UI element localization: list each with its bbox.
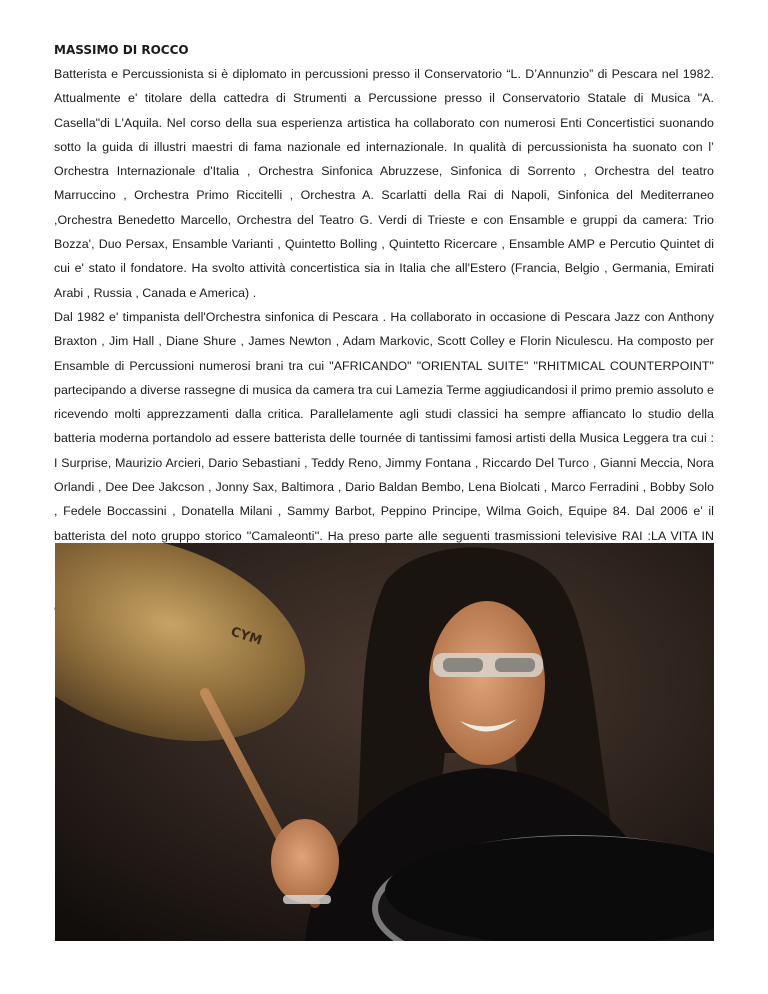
portrait-photo bbox=[55, 543, 714, 941]
document-body bbox=[54, 38, 714, 621]
biography-paragraph-1: Batterista e Percussionista si è diplomato in percussioni presso il Conservatorio “L. D’Annunzio” di Pescara nel 1982. Attualmente e' titolare della cattedra di Strumenti a Percussione presso il Conservatorio Statale di Musica "A. Casella"di L'Aquila. Nel corso della sua esperienza artistica ha collaborato con numerosi Enti Concertistici suonando sotto la guida di illustri maestri di fama nazionale ed internazionale. In qualità di percussionista ha suonato con l’ Orchestra Internazionale d'Italia , Orchestra Sinfonica Abruzzese, Sinfonica di Sorrento , Orchestra del teatro Marruccino , Orchestra Primo Riccitelli , Orchestra A. Scarlatti della Rai di Napoli, Sinfonica del Mediterraneo ,Orchestra Benedetto Marcello, Orchestra del Teatro G. Verdi di Trieste e con Ensamble e gruppi da camera: Trio Bozza', Duo Persax, Ensamble Varianti , Quintetto Bolling , Quintetto Ricercare , Ensamble AMP e Percutio Quintet di cui e' stato il fondatore. Ha svolto attività concertistica sia in Italia che all'Estero (Francia, Belgio , Germania, Emirati Arabi , Russia , Canada e America) . bbox=[54, 67, 714, 300]
face-shape bbox=[429, 601, 545, 765]
page-title: MASSIMO DI ROCCO bbox=[54, 43, 189, 57]
biography-paragraph-2: Dal 1982 e' timpanista dell'Orchestra sinfonica di Pescara . Ha collaborato in occasione di Pescara Jazz con Anthony Braxton , Jim Hall , Diane Shure , James Newton , Adam Markovic, Scott Colley e Florin Niculescu. Ha composto per Ensamble di Percussioni numerosi brani tra cui "AFRICANDO" "ORIENTAL SUITE" "RHITMICAL COUNTERPOINT" partecipando a diverse rassegne di musica da camera tra cui Lamezia Terme aggiudicandosi il primo premio assoluto e ricevendo molti apprezzamenti dalla critica. Parallelamente agli studi classici ha sempre affiancato lo studio della batteria moderna portandolo ad essere batterista delle tournée di tantissimi famosi artisti della Musica Leggera tra cui : I Surprise, Maurizio Arcieri, Dario Sebastiani , Teddy Reno, Jimmy Fontana , Riccardo Del Turco , Gianni Meccia, Nora Orlandi , Dee Dee Jakcson , Jonny Sax, Baltimora , Dario Baldan Bembo, Lena Biolcati , Marco Ferradini , Bobby Solo , Fedele Boccassini , Donatella Milani , Sammy Barbot, Peppino Principe, Wilma Goich, Equipe 84. Dal 2006 e' il batterista del noto gruppo storico ''Camaleonti''. Ha preso parte alle seguenti trasmissioni televisive RAI :LA VITA IN bbox=[54, 309, 714, 543]
drummer-illustration bbox=[55, 543, 714, 941]
cymbal-brand: CYM bbox=[228, 624, 264, 649]
hand-shape bbox=[271, 819, 339, 903]
